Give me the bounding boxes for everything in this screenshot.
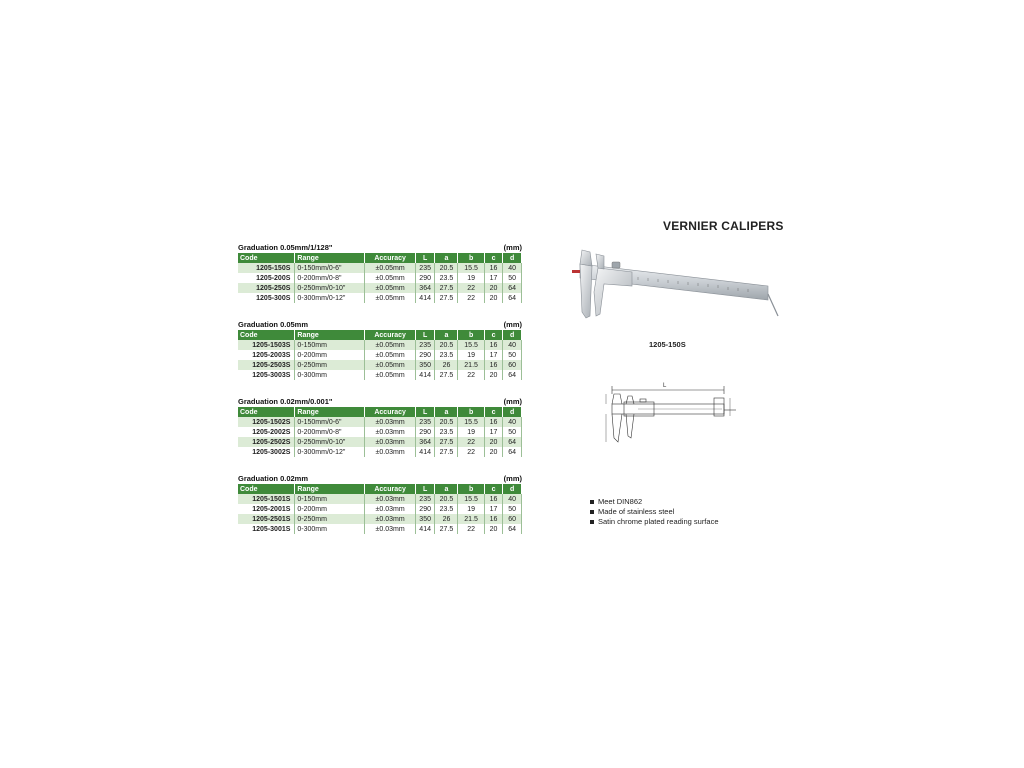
spec-table-block xyxy=(238,395,522,457)
caliper-photo xyxy=(568,242,780,324)
table-cell: 23.5 xyxy=(435,273,458,283)
table-cell: 21.5 xyxy=(458,514,484,524)
table-cell: 19 xyxy=(458,427,484,437)
column-header: L xyxy=(415,253,435,263)
spec-table-block xyxy=(238,472,522,534)
product-code: 1205-1502S xyxy=(238,417,295,427)
table-row xyxy=(238,514,522,524)
table-cell: 20.5 xyxy=(435,263,458,273)
column-header: L xyxy=(415,484,435,494)
table-cell: 20 xyxy=(484,447,503,457)
table-cell: 0-200mm/0-8" xyxy=(295,427,365,437)
table-cell: ±0.05mm xyxy=(365,360,415,370)
graduation-title-row xyxy=(238,241,522,252)
graduation-label: Graduation 0.02mm xyxy=(238,474,309,483)
table-cell: 19 xyxy=(458,350,484,360)
table-cell: 26 xyxy=(435,360,458,370)
table-cell: 40 xyxy=(503,417,522,427)
table-cell: 414 xyxy=(415,524,435,534)
table-cell: 17 xyxy=(484,350,503,360)
table-cell: 22 xyxy=(458,524,484,534)
table-row xyxy=(238,447,522,457)
table-cell: 16 xyxy=(484,417,503,427)
column-header: c xyxy=(484,330,503,340)
spec-table-block xyxy=(238,241,522,303)
table-header-row xyxy=(238,253,522,263)
product-code: 1205-300S xyxy=(238,293,295,303)
feature-item: Meet DIN862 xyxy=(590,497,719,507)
table-cell: 60 xyxy=(503,360,522,370)
spec-table xyxy=(238,484,522,534)
table-row xyxy=(238,427,522,437)
table-cell: 40 xyxy=(503,263,522,273)
column-header: Accuracy xyxy=(365,484,415,494)
table-row xyxy=(238,350,522,360)
table-cell: 16 xyxy=(484,514,503,524)
table-cell: 17 xyxy=(484,273,503,283)
column-header: a xyxy=(435,407,458,417)
table-cell: 0-250mm xyxy=(295,514,365,524)
table-cell: 64 xyxy=(503,447,522,457)
product-code: 1205-2501S xyxy=(238,514,295,524)
graduation-title-row xyxy=(238,395,522,406)
column-header: c xyxy=(484,253,503,263)
graduation-title-row xyxy=(238,472,522,483)
column-header: Range xyxy=(295,330,365,340)
table-cell: 0-150mm xyxy=(295,494,365,504)
table-cell: 27.5 xyxy=(435,293,458,303)
table-cell: 235 xyxy=(415,263,435,273)
table-cell: ±0.05mm xyxy=(365,263,415,273)
column-header: b xyxy=(458,330,484,340)
graduation-label: Graduation 0.02mm/0.001" xyxy=(238,397,333,406)
column-header: d xyxy=(503,330,522,340)
table-cell: 290 xyxy=(415,427,435,437)
drawing-dimension-label: L xyxy=(663,383,667,389)
table-cell: 290 xyxy=(415,504,435,514)
table-cell: 15.5 xyxy=(458,494,484,504)
table-cell: 0-300mm xyxy=(295,370,365,380)
column-header: Accuracy xyxy=(365,330,415,340)
caliper-drawing xyxy=(598,380,744,450)
table-row xyxy=(238,524,522,534)
table-cell: ±0.03mm xyxy=(365,417,415,427)
table-cell: 350 xyxy=(415,514,435,524)
table-cell: 64 xyxy=(503,437,522,447)
table-cell: 19 xyxy=(458,504,484,514)
table-cell: 17 xyxy=(484,427,503,437)
product-code: 1205-3001S xyxy=(238,524,295,534)
table-cell: 23.5 xyxy=(435,427,458,437)
table-cell: 0-250mm/0-10" xyxy=(295,437,365,447)
column-header: Code xyxy=(238,407,295,417)
table-cell: 26 xyxy=(435,514,458,524)
table-cell: 15.5 xyxy=(458,417,484,427)
table-cell: 19 xyxy=(458,273,484,283)
table-cell: 16 xyxy=(484,360,503,370)
table-cell: 15.5 xyxy=(458,340,484,350)
column-header: d xyxy=(503,253,522,263)
column-header: b xyxy=(458,253,484,263)
product-code: 1205-200S xyxy=(238,273,295,283)
table-cell: 22 xyxy=(458,283,484,293)
product-code: 1205-2503S xyxy=(238,360,295,370)
table-cell: 50 xyxy=(503,273,522,283)
table-cell: 0-250mm xyxy=(295,360,365,370)
column-header: L xyxy=(415,330,435,340)
column-header: Code xyxy=(238,330,295,340)
unit-label: (mm) xyxy=(503,320,522,329)
table-cell: 17 xyxy=(484,504,503,514)
table-cell: 0-150mm/0-6" xyxy=(295,263,365,273)
table-cell: 20 xyxy=(484,437,503,447)
unit-label: (mm) xyxy=(503,474,522,483)
table-cell: 64 xyxy=(503,524,522,534)
table-cell: ±0.03mm xyxy=(365,514,415,524)
feature-list xyxy=(590,497,719,527)
table-cell: 0-150mm xyxy=(295,340,365,350)
product-code: 1205-3002S xyxy=(238,447,295,457)
product-code: 1205-1501S xyxy=(238,494,295,504)
table-cell: 27.5 xyxy=(435,437,458,447)
table-cell: 16 xyxy=(484,263,503,273)
table-cell: ±0.05mm xyxy=(365,273,415,283)
table-cell: 290 xyxy=(415,273,435,283)
table-cell: 0-300mm/0-12" xyxy=(295,447,365,457)
table-cell: ±0.03mm xyxy=(365,504,415,514)
table-cell: 64 xyxy=(503,370,522,380)
table-cell: 64 xyxy=(503,283,522,293)
table-cell: 20 xyxy=(484,283,503,293)
product-code: 1205-250S xyxy=(238,283,295,293)
table-cell: 20 xyxy=(484,524,503,534)
feature-item: Satin chrome plated reading surface xyxy=(590,517,719,527)
product-code: 1205-150S xyxy=(238,263,295,273)
table-cell: 0-200mm/0-8" xyxy=(295,273,365,283)
table-cell: 20.5 xyxy=(435,340,458,350)
unit-label: (mm) xyxy=(503,397,522,406)
table-header-row xyxy=(238,407,522,417)
product-code: 1205-2001S xyxy=(238,504,295,514)
table-row xyxy=(238,263,522,273)
table-cell: ±0.05mm xyxy=(365,283,415,293)
table-cell: ±0.03mm xyxy=(365,494,415,504)
product-code: 1205-1503S xyxy=(238,340,295,350)
spec-table-block xyxy=(238,318,522,380)
graduation-label: Graduation 0.05mm xyxy=(238,320,309,329)
product-code: 1205-2002S xyxy=(238,427,295,437)
table-cell: 20 xyxy=(484,370,503,380)
table-cell: ±0.05mm xyxy=(365,293,415,303)
column-header: L xyxy=(415,407,435,417)
column-header: Accuracy xyxy=(365,253,415,263)
table-cell: ±0.03mm xyxy=(365,427,415,437)
table-cell: 414 xyxy=(415,293,435,303)
unit-label: (mm) xyxy=(503,243,522,252)
table-cell: 27.5 xyxy=(435,370,458,380)
table-row xyxy=(238,437,522,447)
column-header: a xyxy=(435,484,458,494)
table-cell: 23.5 xyxy=(435,504,458,514)
table-cell: 0-300mm xyxy=(295,524,365,534)
table-row xyxy=(238,494,522,504)
table-cell: ±0.03mm xyxy=(365,447,415,457)
column-header: b xyxy=(458,484,484,494)
table-cell: 414 xyxy=(415,447,435,457)
table-row xyxy=(238,370,522,380)
table-cell: 0-200mm xyxy=(295,504,365,514)
table-header-row xyxy=(238,330,522,340)
column-header: b xyxy=(458,407,484,417)
column-header: a xyxy=(435,253,458,263)
table-cell: 0-250mm/0-10" xyxy=(295,283,365,293)
column-header: Accuracy xyxy=(365,407,415,417)
table-cell: 22 xyxy=(458,437,484,447)
table-cell: 27.5 xyxy=(435,447,458,457)
graduation-title-row xyxy=(238,318,522,329)
table-row xyxy=(238,504,522,514)
table-cell: 50 xyxy=(503,350,522,360)
table-cell: ±0.05mm xyxy=(365,350,415,360)
table-cell: 60 xyxy=(503,514,522,524)
column-header: a xyxy=(435,330,458,340)
table-cell: 27.5 xyxy=(435,524,458,534)
table-cell: 64 xyxy=(503,293,522,303)
column-header: c xyxy=(484,407,503,417)
table-cell: 40 xyxy=(503,494,522,504)
table-cell: 50 xyxy=(503,504,522,514)
spec-table xyxy=(238,330,522,380)
table-cell: 16 xyxy=(484,340,503,350)
column-header: d xyxy=(503,484,522,494)
table-cell: 22 xyxy=(458,370,484,380)
table-cell: 235 xyxy=(415,494,435,504)
table-cell: 16 xyxy=(484,494,503,504)
table-row xyxy=(238,293,522,303)
spec-table xyxy=(238,253,522,303)
table-cell: 0-150mm/0-6" xyxy=(295,417,365,427)
table-cell: 414 xyxy=(415,370,435,380)
table-cell: ±0.03mm xyxy=(365,524,415,534)
table-header-row xyxy=(238,484,522,494)
table-cell: 350 xyxy=(415,360,435,370)
page-title: VERNIER CALIPERS xyxy=(663,219,784,233)
table-cell: ±0.03mm xyxy=(365,437,415,447)
table-cell: 364 xyxy=(415,437,435,447)
product-code: 1205-2003S xyxy=(238,350,295,360)
table-row xyxy=(238,360,522,370)
table-cell: 290 xyxy=(415,350,435,360)
column-header: Range xyxy=(295,484,365,494)
table-cell: ±0.05mm xyxy=(365,340,415,350)
table-cell: 0-200mm xyxy=(295,350,365,360)
table-cell: 235 xyxy=(415,340,435,350)
table-cell: 235 xyxy=(415,417,435,427)
table-cell: ±0.05mm xyxy=(365,370,415,380)
product-code: 1205-3003S xyxy=(238,370,295,380)
column-header: Code xyxy=(238,253,295,263)
table-row xyxy=(238,340,522,350)
spec-table xyxy=(238,407,522,457)
table-cell: 20 xyxy=(484,293,503,303)
column-header: Range xyxy=(295,407,365,417)
column-header: Code xyxy=(238,484,295,494)
feature-item: Made of stainless steel xyxy=(590,507,719,517)
table-cell: 21.5 xyxy=(458,360,484,370)
column-header: c xyxy=(484,484,503,494)
table-cell: 22 xyxy=(458,447,484,457)
table-cell: 27.5 xyxy=(435,283,458,293)
column-header: Range xyxy=(295,253,365,263)
table-cell: 20.5 xyxy=(435,417,458,427)
column-header: d xyxy=(503,407,522,417)
table-cell: 40 xyxy=(503,340,522,350)
table-row xyxy=(238,283,522,293)
graduation-label: Graduation 0.05mm/1/128" xyxy=(238,243,333,252)
product-code: 1205-2502S xyxy=(238,437,295,447)
table-cell: 15.5 xyxy=(458,263,484,273)
table-row xyxy=(238,273,522,283)
table-cell: 20.5 xyxy=(435,494,458,504)
table-cell: 22 xyxy=(458,293,484,303)
table-cell: 50 xyxy=(503,427,522,437)
table-cell: 364 xyxy=(415,283,435,293)
table-cell: 23.5 xyxy=(435,350,458,360)
table-row xyxy=(238,417,522,427)
table-cell: 0-300mm/0-12" xyxy=(295,293,365,303)
photo-caption: 1205-150S xyxy=(649,340,686,349)
